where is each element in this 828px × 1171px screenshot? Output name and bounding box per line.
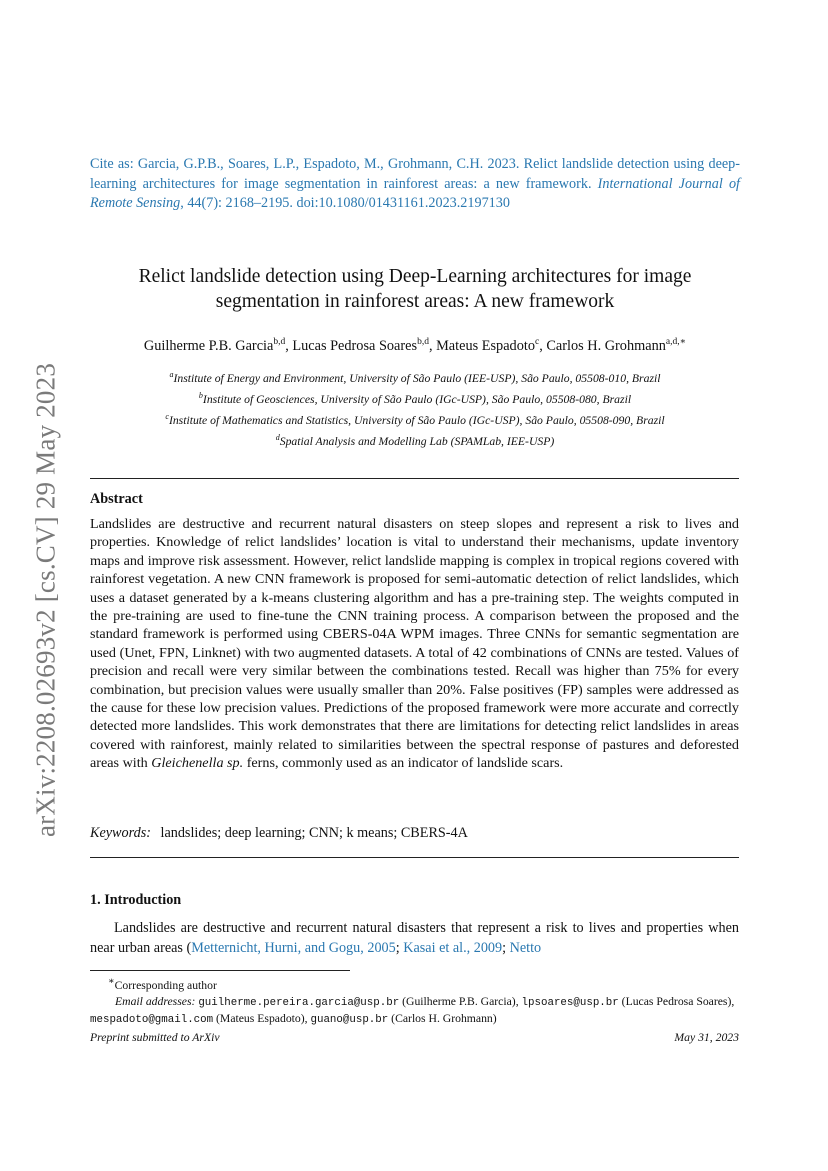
citation-prefix: Cite as: Garcia, G.P.B., Soares, L.P., Espadoto, M., Grohmann, C.H. 2023. Relict landslide detection using deep-learning architectures for image segmentation in rainforest areas: a new framework. [90,156,740,192]
introduction-paragraph: Landslides are destructive and recurrent natural disasters that represent a risk to lives and properties when near urban areas (Metternicht, Hurni, and Gogu, 2005; Kasai et al., 2009; Netto [90,920,739,956]
author-affil-mark: c [534,337,540,347]
affiliation-list [90,366,740,450]
abstract-heading: Abstract [90,491,143,507]
affiliation-line: $^d$Spatial Analysis and Modelling Lab (SPAMLab, IEE-USP) [275,432,555,448]
corresponding-author-note: ∗Corresponding author [108,976,217,992]
paper-title: Relict landslide detection using Deep-Learning architectures for image segmentation in rainforest areas: A new framework [138,266,692,312]
footer-date: May 31, 2023 [674,1031,739,1044]
author-affil-mark: b,d [417,337,429,347]
citation-link[interactable]: Metternicht, Hurni, and Gogu, 2005 [191,939,396,956]
author-affil-mark: b,d [273,337,286,347]
author-name: Guilherme P.B. Garcia [143,337,274,354]
keywords [90,825,739,842]
author-affil-mark: a,d,∗ [665,337,687,347]
affiliation-line: $^b$Institute of Geosciences, University of São Paulo (IGc-USP), São Paulo, 05508-080, Brazil [198,390,632,406]
author-name: Lucas Pedrosa Soares [292,337,418,354]
citation-suffix: , 44(7): 2168–2195. doi:10.1080/01431161.2023.2197130 [180,195,510,211]
section-heading-introduction: 1. Introduction [90,892,182,908]
email-address[interactable]: guilherme.pereira.garcia@usp.br [198,996,400,1009]
footer-preprint-note: Preprint submitted to ArXiv [90,1031,220,1044]
keywords-text: landslides; deep learning; CNN; k means; CBERS-4A [160,825,468,841]
affiliation-line: $^a$Institute of Energy and Environment, University of São Paulo (IEE-USP), São Paulo, 05508-010, Brazil [169,370,661,385]
email-address[interactable]: guano@usp.br [310,1013,389,1026]
citation-note [90,155,740,214]
author-name: Carlos H. Grohmann [546,337,666,354]
email-address[interactable]: lpsoares@usp.br [521,996,619,1009]
author-list: Guilherme P.B. Garcia$^{b,d}$, Lucas Pedrosa Soares$^{b,d}$, Mateus Espadoto$^c$, Carlos H. Grohmann$^{a,d,∗}$ [143,337,687,354]
citation-link[interactable]: Kasai et al., 2009 [403,939,503,956]
email-addresses: Email addresses: guilherme.pereira.garcia@usp.br (Guilherme P.B. Garcia), lpsoares@usp.br (Lucas Pedrosa Soares), mespadoto@gmail.com (Mateus Espadoto), guano@usp.br (Carlos H. Grohmann) [90,994,735,1026]
author-name: Mateus Espadoto [436,337,535,354]
footnote-rule [90,970,350,971]
abstract-body: Landslides are destructive and recurrent natural disasters on steep slopes and represent a risk to lives and properties. Knowledge of relict landslides’ location is vital to understand their mechanisms, update inventory maps and improve risk assessment. However, relict landslide mapping is complex in tropical regions covered with rainforest vegetation. A new CNN framework is proposed for semi-automatic detection of relict landslides, which uses a dataset generated by a k-means clustering algorithm and has a pre-training step. The weights computed in the pre-training are used to fine-tune the CNN training process. A comparison between the proposed and the standard framework is performed using CBERS-04A WPM images. Three CNNs for semantic segmentation are used (Unet, FPN, Linknet) with two augmented datasets. A total of 42 combinations of CNNs are tested. Values of precision and recall were very similar between the combinations tested. Recall was higher than 75% for every combination, but precision values were usually smaller than 20%. False positives (FP) samples were addressed as the cause for these low precision values. Predictions of the proposed framework were more accurate and correctly detected more landslides. This work demonstrates that there are limitations for detecting relict landslides in areas covered with rainforest, mainly related to similarities between the spectral response of pastures and deforested areas with Gleichenella sp. ferns, commonly used as an indicator of landslide scars. [90,516,739,772]
footnotes [90,974,739,1028]
email-address[interactable]: mespadoto@gmail.com [90,1013,214,1026]
arxiv-identifier: arXiv:2208.02693v2 [cs.CV] 29 May 2023 [30,362,61,838]
keywords-label: Keywords: [90,825,151,841]
citation-link[interactable]: Netto [509,939,542,956]
abstract-top-rule [90,478,739,479]
abstract-bottom-rule [90,857,739,858]
citation-journal[interactable]: International Journal of Remote Sensing [90,175,740,211]
affiliation-line: $^c$Institute of Mathematics and Statistics, University of São Paulo (IGc-USP), São Paulo, 05508-090, Brazil [165,411,665,427]
species-name: Gleichenella sp. [151,755,244,772]
